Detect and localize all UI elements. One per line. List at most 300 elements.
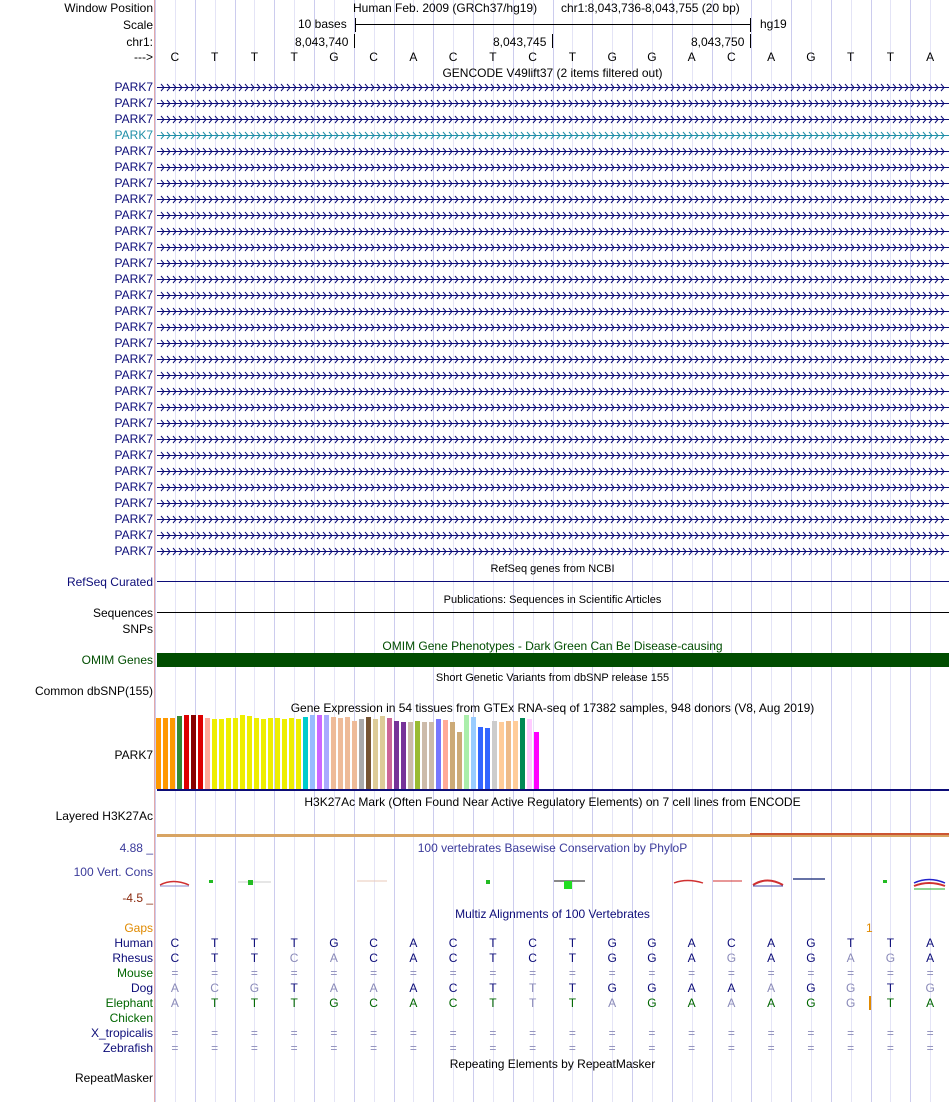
phylop-min-label: -4.5 _ (122, 891, 153, 905)
aligned-base: T (528, 981, 537, 995)
aligned-base: = (926, 1041, 934, 1055)
species-label[interactable]: Chicken (109, 1011, 153, 1025)
dbsnp-track-label[interactable]: Common dbSNP(155) (34, 684, 153, 698)
h3k27ac-track-label[interactable]: Layered H3K27Ac (55, 809, 153, 823)
transcript-label[interactable]: PARK7 (114, 448, 153, 462)
transcript-label[interactable]: PARK7 (114, 128, 153, 142)
gtex-tissue-bar[interactable] (156, 718, 161, 789)
aligned-base: G (806, 996, 816, 1010)
aligned-base: C (369, 996, 378, 1010)
scale-bar (355, 24, 751, 25)
transcript-label[interactable]: PARK7 (114, 80, 153, 94)
gtex-tissue-bar[interactable] (436, 719, 441, 789)
gtex-tissue-bar[interactable] (198, 715, 203, 789)
gtex-tissue-bar[interactable] (177, 716, 182, 789)
gtex-tissue-bar[interactable] (261, 719, 266, 789)
position-tick-1: 8,043,740 (295, 35, 349, 49)
gencode-transcript-row[interactable] (0, 255, 950, 271)
strand-arrows (157, 499, 949, 508)
transcript-label[interactable]: PARK7 (114, 336, 153, 350)
gencode-transcript-row[interactable] (0, 511, 950, 527)
aligned-base: T (250, 951, 259, 965)
gtex-track-title[interactable]: Gene Expression in 54 tissues from GTEx RNA-seq of 17382 samples, 948 donors (V8, Aug 2019) (290, 701, 815, 715)
base-letter: G (607, 50, 617, 64)
gtex-tissue-bar[interactable] (219, 719, 224, 789)
aligned-base: A (170, 981, 179, 995)
strand-arrows (157, 243, 949, 252)
gtex-tissue-bar[interactable] (212, 719, 217, 789)
omim-track-title[interactable]: OMIM Gene Phenotypes - Dark Green Can Be Disease-causing (382, 639, 723, 653)
transcript-label[interactable]: PARK7 (114, 112, 153, 126)
gencode-transcript-row[interactable] (0, 527, 950, 543)
omim-track-label[interactable]: OMIM Genes (81, 653, 153, 667)
aligned-base: = (886, 966, 894, 980)
species-label[interactable]: Mouse (116, 966, 153, 980)
gencode-transcript-row[interactable] (0, 175, 950, 191)
aligned-base: = (370, 1041, 378, 1055)
gtex-tissue-bar[interactable] (394, 721, 399, 789)
strand-arrows (157, 259, 949, 268)
aligned-base: = (727, 966, 735, 980)
aligned-base: = (608, 966, 616, 980)
aligned-base: T (210, 951, 219, 965)
gencode-transcript-row[interactable] (0, 399, 950, 415)
aligned-base: = (847, 1026, 855, 1040)
strand-arrows (157, 387, 949, 396)
aligned-base: G (647, 981, 657, 995)
base-letter: T (846, 50, 855, 64)
gencode-transcript-row[interactable] (0, 95, 950, 111)
gtex-tissue-bar[interactable] (275, 718, 280, 789)
strand-arrows (157, 115, 949, 124)
gtex-tissue-bar[interactable] (303, 717, 308, 789)
aligned-base: = (171, 966, 179, 980)
refseq-feature-line[interactable] (157, 581, 949, 582)
transcript-label[interactable]: PARK7 (114, 400, 153, 414)
base-letter: A (409, 50, 418, 64)
aligned-base: = (449, 1041, 457, 1055)
aligned-base: = (449, 966, 457, 980)
aligned-base: C (210, 981, 219, 995)
transcript-label[interactable]: PARK7 (114, 320, 153, 334)
aligned-base: G (925, 981, 935, 995)
gtex-tissue-bar[interactable] (247, 716, 252, 789)
gtex-tissue-bar[interactable] (485, 728, 490, 789)
aligned-base: A (409, 981, 418, 995)
strand-arrows (157, 227, 949, 236)
multiz-gap-mark: 1 (866, 921, 873, 935)
gtex-tissue-bar[interactable] (527, 719, 532, 789)
gtex-tissue-bar[interactable] (520, 718, 525, 789)
aligned-base: = (568, 1041, 576, 1055)
phylop-max-label: 4.88 _ (119, 841, 153, 855)
aligned-base: = (409, 966, 417, 980)
gencode-transcript-row[interactable] (0, 463, 950, 479)
transcript-label[interactable]: PARK7 (114, 512, 153, 526)
gtex-tissue-bar[interactable] (191, 715, 196, 789)
gencode-transcript-row[interactable] (0, 239, 950, 255)
gtex-tissue-bar[interactable] (506, 721, 511, 789)
transcript-label[interactable]: PARK7 (114, 432, 153, 446)
aligned-base: A (369, 981, 378, 995)
transcript-label[interactable]: PARK7 (114, 480, 153, 494)
gencode-transcript-row[interactable] (0, 431, 950, 447)
aligned-base: T (250, 936, 259, 950)
aligned-base: = (727, 1026, 735, 1040)
base-letter: A (767, 50, 776, 64)
aligned-base: G (806, 981, 816, 995)
gtex-tissue-bar[interactable] (359, 719, 364, 789)
gencode-transcript-row[interactable] (0, 367, 950, 383)
aligned-base: = (370, 966, 378, 980)
publications-track-title[interactable]: Publications: Sequences in Scientific Articles (443, 594, 662, 606)
strand-arrows (157, 147, 949, 156)
gtex-tissue-bar[interactable] (492, 721, 497, 789)
aligned-base: T (210, 936, 219, 950)
transcript-label[interactable]: PARK7 (114, 176, 153, 190)
strand-arrows (157, 291, 949, 300)
aligned-base: A (846, 951, 855, 965)
aligned-base: = (489, 1041, 497, 1055)
aligned-base: = (409, 1026, 417, 1040)
phylop-track-label[interactable]: 100 Vert. Cons (73, 865, 153, 879)
gtex-tissue-bar[interactable] (450, 722, 455, 789)
transcript-label[interactable]: PARK7 (114, 240, 153, 254)
gencode-transcript-row[interactable] (0, 223, 950, 239)
aligned-base: G (806, 951, 816, 965)
aligned-base: C (369, 936, 378, 950)
gtex-tissue-bar[interactable] (457, 732, 462, 789)
gtex-tissue-bar[interactable] (226, 718, 231, 789)
aligned-base: = (171, 1026, 179, 1040)
aligned-base: = (648, 1026, 656, 1040)
base-letter: C (170, 50, 180, 64)
aligned-base: A (687, 936, 696, 950)
phylop-wiggle[interactable] (157, 872, 949, 894)
gencode-transcript-row[interactable] (0, 479, 950, 495)
scale-label: Scale (122, 18, 153, 32)
gencode-transcript-row[interactable] (0, 383, 950, 399)
strand-arrows (157, 355, 949, 364)
strand-arrows (157, 483, 949, 492)
aligned-base: = (767, 1041, 775, 1055)
aligned-base: A (608, 996, 617, 1010)
gtex-tissue-bar[interactable] (338, 718, 343, 789)
aligned-base: T (489, 936, 497, 950)
aligned-base: = (250, 1041, 258, 1055)
species-label[interactable]: Elephant (105, 996, 153, 1010)
aligned-base: G (845, 981, 856, 995)
scale-bar-right-tick (750, 18, 751, 32)
aligned-base: A (409, 936, 418, 950)
publications-track-label[interactable]: Sequences (92, 606, 153, 620)
gencode-transcript-row[interactable] (0, 319, 950, 335)
aligned-base: = (568, 966, 576, 980)
aligned-base: = (727, 1041, 735, 1055)
aligned-base: C (289, 951, 299, 965)
aligned-base: G (607, 951, 617, 965)
species-label[interactable]: Human (114, 936, 153, 950)
base-letter: C (727, 50, 736, 64)
gencode-transcript-row[interactable] (0, 335, 950, 351)
strand-arrows (157, 419, 949, 428)
multiz-insertion-mark (869, 996, 871, 1010)
gencode-transcript-row[interactable] (0, 415, 950, 431)
aligned-base: A (409, 996, 418, 1010)
publications-feature-line[interactable] (157, 612, 949, 613)
aligned-base: A (727, 996, 736, 1010)
gtex-tissue-bar[interactable] (268, 718, 273, 789)
species-label[interactable]: Zebrafish (102, 1041, 153, 1055)
aligned-base: G (607, 981, 617, 995)
gtex-tissue-bar[interactable] (352, 721, 357, 789)
gencode-transcript-row[interactable] (0, 495, 950, 511)
aligned-base: G (647, 996, 657, 1010)
gencode-transcript-row[interactable] (0, 271, 950, 287)
aligned-base: = (330, 1041, 338, 1055)
transcript-label[interactable]: PARK7 (114, 96, 153, 110)
position-tick-mark-1 (354, 34, 355, 48)
aligned-base: = (807, 1041, 815, 1055)
aligned-base: T (886, 936, 895, 950)
species-label[interactable]: Dog (130, 981, 153, 995)
transcript-label[interactable]: PARK7 (114, 192, 153, 206)
strand-arrows (157, 307, 949, 316)
gtex-tissue-bar[interactable] (380, 716, 385, 789)
species-label[interactable]: Rhesus (112, 951, 153, 965)
gencode-transcript-row[interactable] (0, 287, 950, 303)
gtex-tissue-bar[interactable] (163, 718, 168, 789)
base-letter: C (448, 50, 458, 64)
transcript-label[interactable]: PARK7 (114, 368, 153, 382)
aligned-base: A (687, 981, 696, 995)
base-letter: C (369, 50, 378, 64)
transcript-label[interactable]: PARK7 (114, 144, 153, 158)
base-letter: T (250, 50, 259, 64)
aligned-base: = (529, 1041, 537, 1055)
aligned-base: T (250, 996, 259, 1010)
gencode-transcript-row[interactable] (0, 159, 950, 175)
aligned-base: = (370, 1026, 378, 1040)
aligned-base: C (528, 951, 537, 965)
aligned-base: G (329, 996, 339, 1010)
gtex-tissue-bar[interactable] (534, 732, 539, 789)
strand-arrows (157, 163, 949, 172)
aligned-base: = (767, 966, 775, 980)
aligned-base: = (250, 1026, 258, 1040)
transcript-label[interactable]: PARK7 (114, 464, 153, 478)
gtex-tissue-bar[interactable] (324, 715, 329, 789)
transcript-label[interactable]: PARK7 (114, 384, 153, 398)
aligned-base: = (926, 1026, 934, 1040)
aligned-base: T (210, 996, 219, 1010)
gtex-tissue-bar[interactable] (464, 715, 469, 789)
transcript-label[interactable]: PARK7 (114, 272, 153, 286)
strand-arrows (157, 275, 949, 284)
aligned-base: T (568, 951, 577, 965)
assembly-title: Human Feb. 2009 (GRCh37/hg19) (353, 1, 538, 15)
transcript-label[interactable]: PARK7 (114, 416, 153, 430)
aligned-base: = (290, 1026, 298, 1040)
gencode-transcript-row[interactable] (0, 543, 950, 559)
aligned-base: = (489, 966, 497, 980)
gtex-baseline (157, 789, 949, 791)
transcript-label[interactable]: PARK7 (114, 544, 153, 558)
aligned-base: = (688, 966, 696, 980)
multiz-gaps-label[interactable]: Gaps (124, 921, 153, 935)
gtex-tissue-bar[interactable] (429, 722, 434, 789)
gtex-tissue-bar[interactable] (233, 718, 238, 789)
base-letter: G (647, 50, 657, 64)
species-label[interactable]: X_tropicalis (90, 1026, 153, 1040)
strand-arrows (157, 323, 949, 332)
base-letter: T (886, 50, 895, 64)
gtex-tissue-bar[interactable] (254, 718, 259, 789)
gtex-tissue-bar[interactable] (408, 722, 413, 789)
aligned-base: T (886, 996, 895, 1010)
repeatmasker-track-label[interactable]: RepeatMasker (74, 1071, 153, 1085)
strand-arrows (157, 467, 949, 476)
refseq-track-label[interactable]: RefSeq Curated (66, 575, 153, 589)
aligned-base: = (847, 1041, 855, 1055)
base-letter: G (329, 50, 339, 64)
aligned-base: C (448, 951, 458, 965)
aligned-base: G (726, 951, 737, 965)
aligned-base: = (290, 966, 298, 980)
base-letter: C (528, 50, 537, 64)
aligned-base: G (885, 951, 896, 965)
aligned-base: T (528, 996, 537, 1010)
gencode-transcript-row[interactable] (0, 191, 950, 207)
transcript-label[interactable]: PARK7 (114, 304, 153, 318)
gtex-tissue-bar[interactable] (422, 722, 427, 789)
aligned-base: T (290, 996, 298, 1010)
aligned-base: = (529, 966, 537, 980)
aligned-base: C (727, 936, 736, 950)
gtex-tissue-bar[interactable] (401, 722, 406, 789)
gtex-tissue-bar[interactable] (471, 717, 476, 789)
gtex-tissue-bar[interactable] (478, 727, 483, 789)
gtex-tissue-bar[interactable] (443, 720, 448, 789)
gtex-track-label[interactable]: PARK7 (114, 748, 153, 762)
gencode-transcript-row[interactable] (0, 207, 950, 223)
aligned-base: T (568, 981, 577, 995)
gtex-tissue-bar[interactable] (415, 721, 420, 789)
aligned-base: A (170, 996, 179, 1010)
aligned-base: T (886, 981, 895, 995)
aligned-base: = (847, 966, 855, 980)
gtex-tissue-bar[interactable] (282, 719, 287, 789)
refseq-track-title[interactable]: RefSeq genes from NCBI (490, 563, 615, 575)
strand-arrows (157, 211, 949, 220)
transcript-label[interactable]: PARK7 (114, 256, 153, 270)
aligned-base: = (290, 1041, 298, 1055)
gencode-transcript-row[interactable] (0, 111, 950, 127)
transcript-label[interactable]: PARK7 (114, 288, 153, 302)
gtex-tissue-bar[interactable] (513, 721, 518, 789)
aligned-base: G (845, 996, 856, 1010)
gencode-transcript-row[interactable] (0, 143, 950, 159)
gtex-tissue-bar[interactable] (345, 717, 350, 789)
window-position-label: Window Position (64, 1, 153, 15)
base-letter: T (210, 50, 219, 64)
position-range[interactable]: chr1:8,043,736-8,043,755 (20 bp) (561, 1, 740, 15)
gencode-track-title[interactable]: GENCODE V49lift37 (2 items filtered out) (442, 66, 663, 80)
transcript-label[interactable]: PARK7 (114, 224, 153, 238)
aligned-base: A (767, 951, 776, 965)
gtex-tissue-bar[interactable] (240, 715, 245, 789)
aligned-base: = (489, 1026, 497, 1040)
strand-arrows (157, 371, 949, 380)
gtex-tissue-bar[interactable] (184, 715, 189, 789)
gencode-transcript-row[interactable] (0, 447, 950, 463)
aligned-base: A (329, 951, 338, 965)
base-letter: A (926, 50, 935, 64)
gtex-tissue-bar[interactable] (310, 715, 315, 789)
gtex-tissue-bar[interactable] (331, 717, 336, 789)
gtex-tissue-bar[interactable] (296, 719, 301, 789)
transcript-label[interactable]: PARK7 (114, 496, 153, 510)
gencode-transcript-row[interactable] (0, 79, 950, 95)
gtex-tissue-bar[interactable] (205, 718, 210, 789)
transcript-label[interactable]: PARK7 (114, 528, 153, 542)
aligned-base: = (767, 1026, 775, 1040)
strand-arrows (157, 339, 949, 348)
snps-track-label[interactable]: SNPs (122, 622, 153, 636)
phylop-track-title[interactable]: 100 vertebrates Basewise Conservation by PhyloP (417, 841, 688, 855)
aligned-base: T (489, 981, 497, 995)
aligned-base: = (529, 1026, 537, 1040)
multiz-track-title[interactable]: Multiz Alignments of 100 Vertebrates (455, 907, 650, 921)
dbsnp-track-title[interactable]: Short Genetic Variants from dbSNP release 155 (435, 672, 670, 684)
transcript-label[interactable]: PARK7 (114, 160, 153, 174)
aligned-base: = (648, 966, 656, 980)
aligned-base: = (648, 1041, 656, 1055)
aligned-base: = (807, 966, 815, 980)
aligned-base: G (329, 936, 339, 950)
aligned-base: = (171, 1041, 179, 1055)
aligned-base: A (767, 936, 776, 950)
base-letter: T (489, 50, 497, 64)
gtex-tissue-bar[interactable] (289, 718, 294, 789)
gtex-tissue-bar[interactable] (499, 722, 504, 789)
aligned-base: = (608, 1041, 616, 1055)
transcript-label[interactable]: PARK7 (114, 352, 153, 366)
h3k27ac-signal-peak[interactable] (750, 833, 949, 835)
aligned-base: = (926, 966, 934, 980)
aligned-base: A (926, 951, 935, 965)
gtex-tissue-bar[interactable] (373, 719, 378, 789)
gencode-transcript-row[interactable] (0, 351, 950, 367)
gtex-tissue-bar[interactable] (317, 715, 322, 789)
aligned-base: C (448, 996, 458, 1010)
gtex-tissue-bar[interactable] (387, 718, 392, 789)
gencode-transcript-row[interactable] (0, 127, 950, 143)
strand-arrows (157, 531, 949, 540)
aligned-base: G (607, 936, 617, 950)
aligned-base: = (886, 1041, 894, 1055)
gencode-transcript-row[interactable] (0, 303, 950, 319)
h3k27ac-track-title[interactable]: H3K27Ac Mark (Often Found Near Active Regulatory Elements) on 7 cell lines from ENCODE (304, 795, 801, 809)
chrom-label: chr1: (126, 35, 153, 49)
gtex-tissue-bar[interactable] (366, 717, 371, 789)
gtex-tissue-bar[interactable] (170, 718, 175, 789)
transcript-label[interactable]: PARK7 (114, 208, 153, 222)
base-letter: A (687, 50, 696, 64)
omim-feature-bar[interactable] (157, 653, 949, 667)
repeatmasker-track-title[interactable]: Repeating Elements by RepeatMasker (449, 1057, 656, 1071)
base-letter: T (568, 50, 577, 64)
